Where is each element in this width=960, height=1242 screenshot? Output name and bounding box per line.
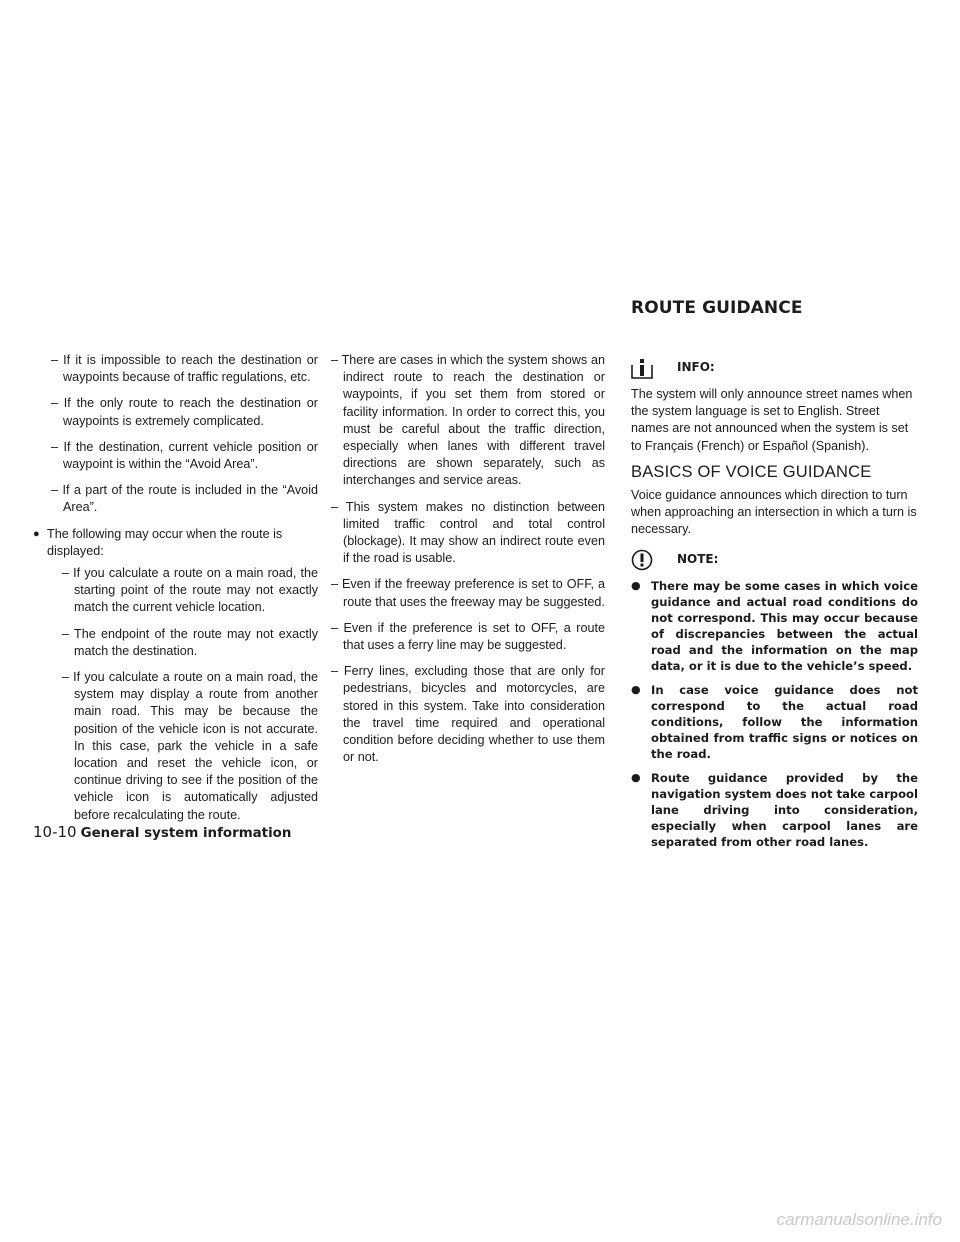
note-item — [631, 770, 918, 850]
list-item: – The endpoint of the route may not exactly match the destination. — [62, 626, 318, 658]
caution-icon — [631, 549, 653, 571]
note-callout — [631, 548, 918, 572]
bullet-text: The following may occur when the route is displayed: — [47, 526, 283, 558]
chapter-title: General system information — [80, 826, 292, 841]
bullet-item — [33, 526, 318, 560]
note-text: In case voice guidance does not correspond to the actual road conditions, follow the information obtained from traffic signs or notices on the road. — [651, 682, 918, 761]
bullet-dot-icon: ● — [631, 682, 641, 696]
list-item: – There are cases in which the system shows an indirect route to reach the destination or waypoints, if you set them from stored or facility information. In order to correct this, you must be careful about the traffic direction, especially when lanes with different travel directions are shown separately, such as interchanges and service areas. — [331, 353, 605, 488]
note-text: There may be some cases in which voice guidance and actual road conditions do not correspond. This may occur because of discrepancies between the actual road and the information on the map data, or it is due to the vehicle’s speed. — [651, 578, 918, 673]
body-text: Voice guidance announces which direction to turn when approaching an intersection in which a turn is necessary. — [631, 488, 917, 537]
list-item: – Even if the preference is set to OFF, a route that uses a ferry line may be suggested. — [331, 620, 605, 653]
list-item: – If you calculate a route on a main road, the starting point of the route may not exactly match the current vehicle location. — [62, 566, 318, 615]
info-text: The system will only announce street names when the system language is set to English. Street names are not announced when the system is set to Français (French) or Español (Spanish). — [631, 387, 913, 453]
note-item — [631, 682, 918, 762]
list-item: – This system makes no distinction between limited traffic control and total control (blockage). It may show an indirect route even if the road is usable. — [331, 499, 605, 566]
sub-heading: BASICS OF VOICE GUIDANCE — [631, 462, 872, 481]
bullet-dot-icon: ● — [631, 578, 641, 592]
section-title: ROUTE GUIDANCE — [631, 298, 803, 318]
list-item: – Even if the freeway preference is set to OFF, a route that uses the freeway may be suggested. — [331, 577, 605, 609]
list-item: – If a part of the route is included in the “Avoid Area”. — [51, 483, 318, 515]
column-middle — [331, 352, 605, 775]
note-text: Route guidance provided by the navigation system does not take carpool lane driving into consideration, especially when carpool lanes are separated from other road lanes. — [651, 770, 918, 849]
page-number: 10-10 — [33, 823, 77, 841]
page-footer — [33, 823, 291, 841]
list-item: – If the destination, current vehicle position or waypoint is within the “Avoid Area”. — [51, 439, 318, 472]
bullet-dot-icon: ● — [631, 770, 641, 784]
watermark: carmanualsonline.info — [776, 1210, 942, 1229]
bullet-dot-icon: ● — [33, 527, 40, 540]
list-item: – If you calculate a route on a main road, the system may display a route from another main road. This may be because the position of the vehicle icon is not accurate. In this case, park the vehicle in a safe location and reset the vehicle icon, or continue driving to see if the position of the vehicle icon is automatically adjusted before recalculating the route. — [62, 670, 318, 822]
note-label: NOTE: — [677, 552, 719, 567]
list-item: – If it is impossible to reach the destination or waypoints because of traffic regulations, etc. — [51, 353, 318, 385]
info-callout — [631, 356, 918, 380]
info-icon — [631, 357, 653, 379]
note-item — [631, 578, 918, 674]
column-left — [33, 352, 318, 833]
list-item: – If the only route to reach the destination or waypoints is extremely complicated. — [51, 396, 318, 428]
list-item: – Ferry lines, excluding those that are only for pedestrians, bicycles and motorcycles, are stored in this system. Take into consideration the travel time required and operational condition before deciding whether to use them or not. — [331, 664, 605, 765]
info-label: INFO: — [677, 360, 715, 375]
column-right — [631, 354, 918, 858]
